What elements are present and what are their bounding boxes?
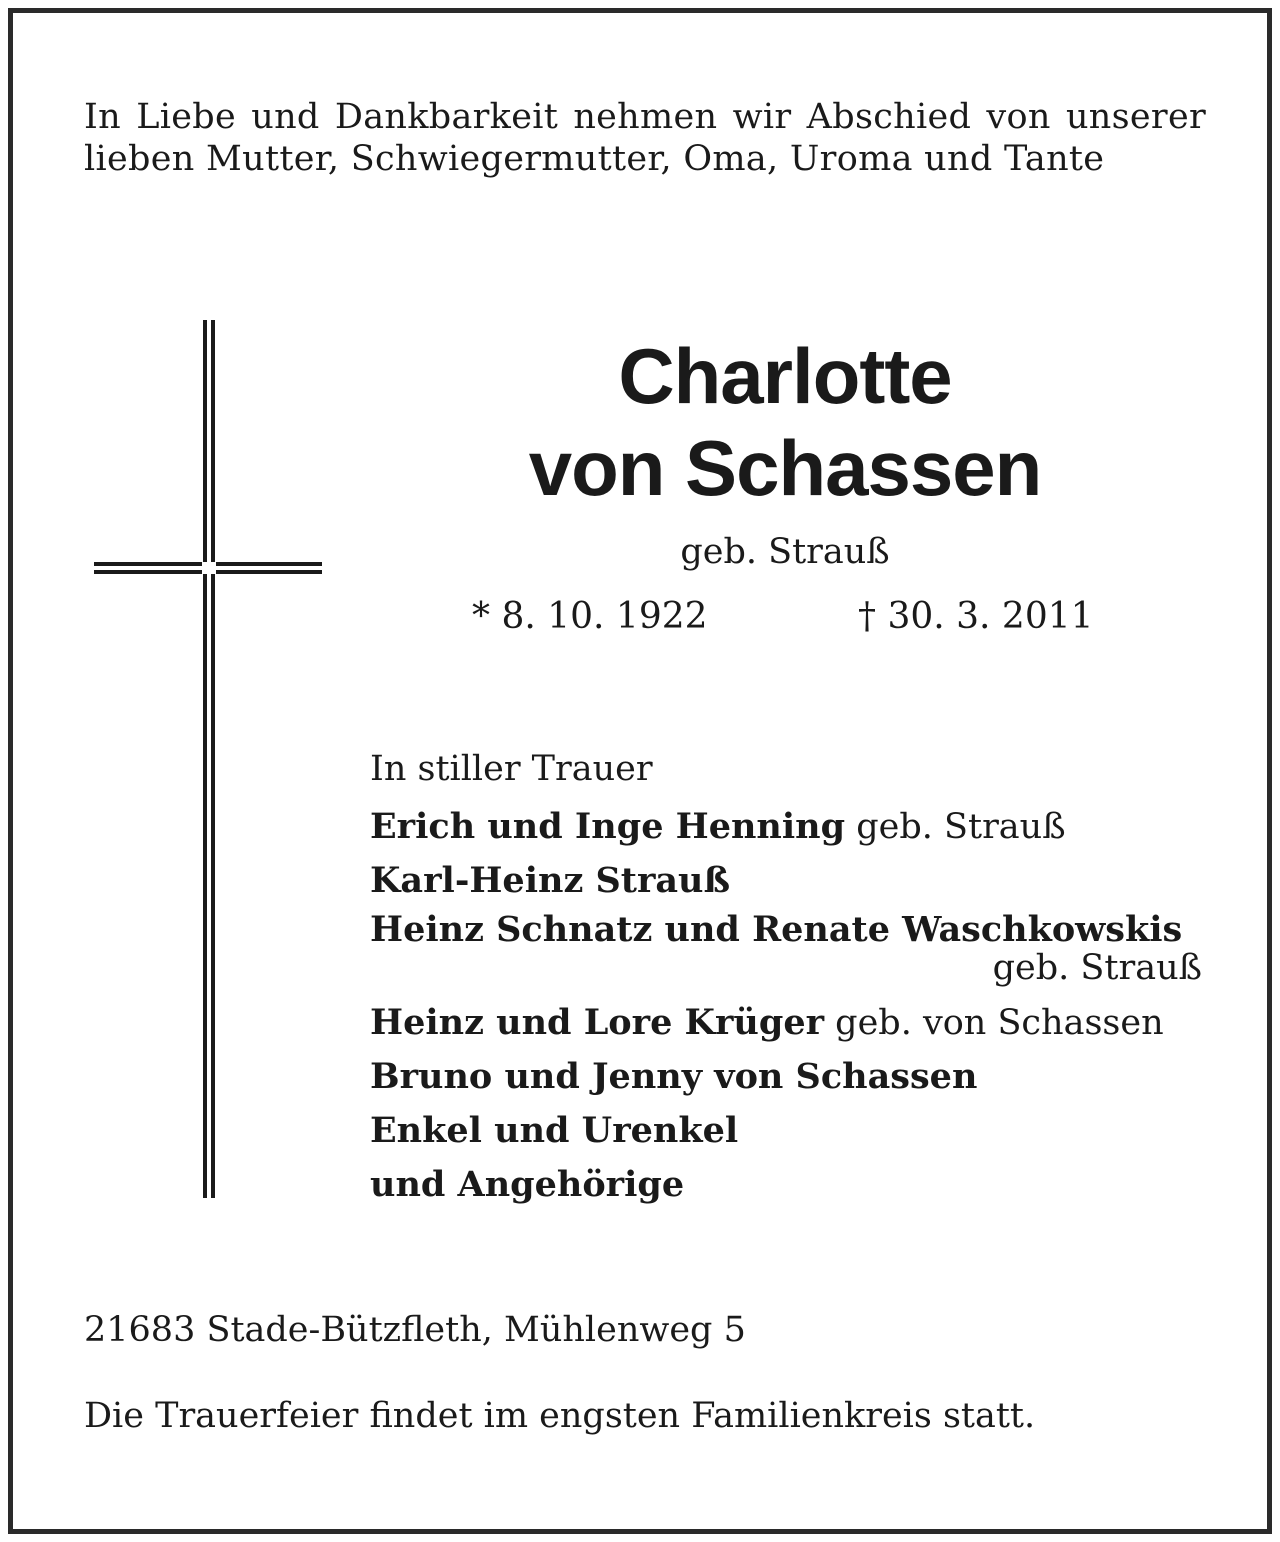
mourner-note: geb. Strauß	[856, 807, 1066, 847]
mourner-name: und Angehörige	[370, 1164, 685, 1205]
mourner-name: Bruno und Jenny von Schassen	[370, 1056, 978, 1097]
birth-date: * 8. 10. 1922	[472, 596, 708, 637]
mourners-list	[370, 746, 1202, 1212]
mourner-entry	[370, 854, 1202, 908]
deceased-last-name: von Schassen	[528, 424, 1042, 512]
mourner-entry	[370, 996, 1202, 1050]
mourner-name: Heinz und Lore Krüger	[370, 1002, 825, 1043]
mourner-entry	[370, 1104, 1202, 1158]
mourner-name: Heinz Schnatz und Renate Waschkowskis	[370, 909, 1183, 950]
death-date: † 30. 3. 2011	[858, 596, 1094, 637]
mourner-entry	[370, 1158, 1202, 1212]
mourner-entry	[370, 908, 1202, 990]
mourner-note: geb. von Schassen	[835, 1003, 1164, 1043]
mourner-name: Erich und Inge Henning	[370, 806, 846, 847]
mourner-entry	[370, 1050, 1202, 1104]
deceased-first-name: Charlotte	[618, 332, 952, 420]
address: 21683 Stade-Bützfleth, Mühlenweg 5	[84, 1310, 746, 1350]
intro-text: In Liebe und Dankbarkeit nehmen wir Abschied von unserer lieben Mutter, Schwiegermutter, Oma, Uroma und Tante	[84, 97, 1206, 179]
mourners-heading: In stiller Trauer	[370, 749, 653, 789]
deceased-name	[460, 330, 1110, 514]
mourner-entry	[370, 800, 1202, 854]
ceremony-note: Die Trauerfeier findet im engsten Familienkreis statt.	[84, 1396, 1036, 1436]
mourner-name: Karl-Heinz Strauß	[370, 860, 731, 901]
cross-icon	[90, 318, 326, 1202]
mourner-note: geb. Strauß	[992, 948, 1202, 988]
mourner-name: Enkel und Urenkel	[370, 1110, 739, 1151]
deceased-maiden-name: geb. Strauß	[680, 532, 890, 572]
